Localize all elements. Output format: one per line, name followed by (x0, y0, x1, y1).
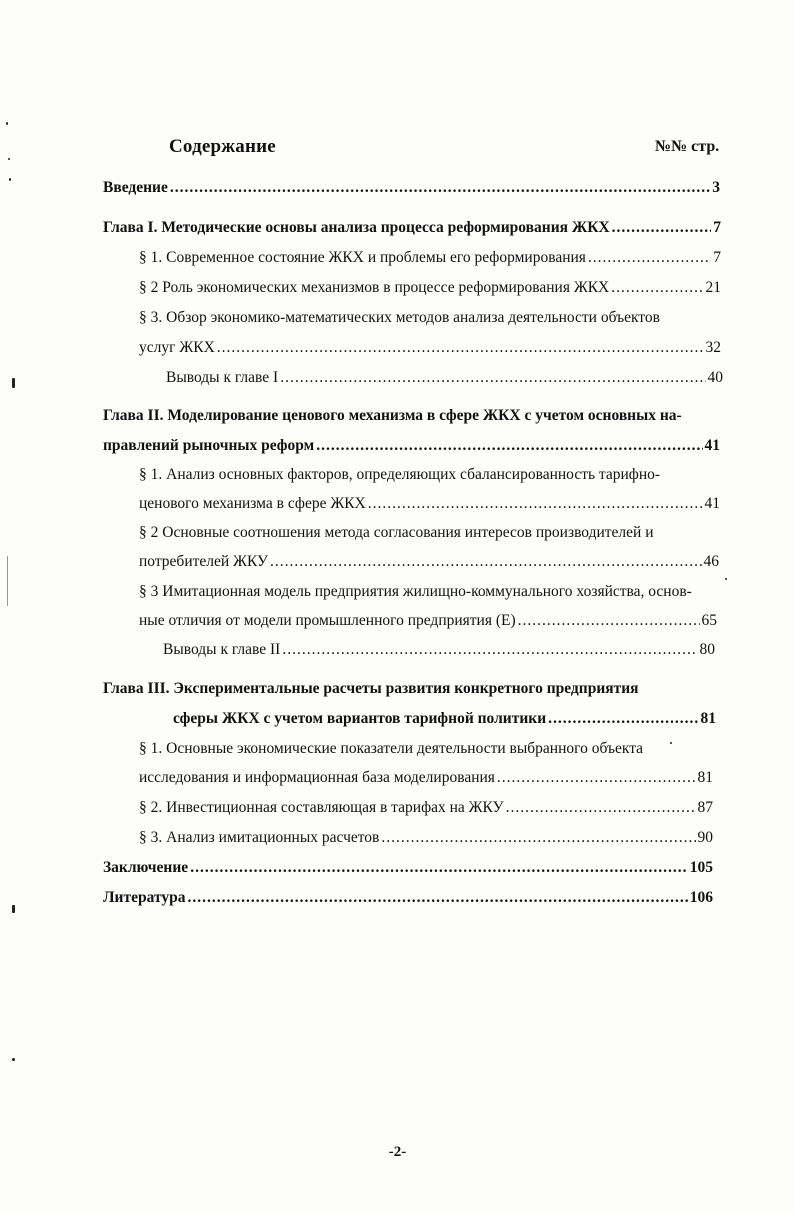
toc-title: Содержание (169, 136, 276, 157)
leader-dots (190, 858, 688, 878)
toc-entry-text: ные отличия от модели промышленного предприятия (Е) (139, 612, 516, 629)
toc-entry-ch1-section-3-line1: § 3. Обзор экономико-математических методов анализа деятельности объектов (139, 309, 660, 326)
toc-entry-text: § 2 Роль экономических механизмов в процессе реформирования ЖКХ (139, 279, 610, 296)
scan-speck (12, 378, 15, 388)
leader-dots (368, 494, 703, 514)
leader-dots (518, 611, 700, 631)
toc-entry-page: 81 (697, 769, 713, 786)
scan-speck (12, 1058, 15, 1061)
leader-dots (612, 218, 712, 238)
toc-entry-chapter-3-line1: Глава III. Экспериментальные расчеты развития конкретного предприятия (103, 680, 639, 697)
toc-entry-ch1-section-3 (139, 338, 721, 358)
toc-entry-page: 3 (712, 179, 720, 196)
leader-dots (506, 798, 696, 818)
toc-entry-page: 21 (705, 279, 721, 296)
toc-entry-page: 46 (703, 553, 719, 570)
toc-entry-page: 40 (707, 369, 723, 386)
toc-entry-page: 65 (701, 612, 717, 629)
toc-entry-conclusion (103, 858, 713, 878)
scan-speck (670, 742, 672, 744)
leader-dots (280, 368, 705, 388)
toc-entry-page: 7 (713, 249, 721, 266)
toc-entry-page: 41 (704, 437, 720, 454)
toc-entry-text: сферы ЖКХ с учетом вариантов тарифной политики (173, 710, 547, 727)
toc-entry-text: ценового механизма в сфере ЖКХ (139, 495, 366, 512)
toc-entry-page: 80 (699, 641, 715, 658)
leader-dots (316, 436, 702, 456)
toc-entry-text: услуг ЖКХ (139, 339, 215, 356)
toc-entry-chapter-1 (103, 218, 721, 238)
leader-dots (217, 338, 704, 358)
toc-entry-text: правлений рыночных реформ (103, 437, 315, 454)
toc-entry-text: исследования и информационная база моделирования (139, 769, 495, 786)
toc-entry-intro (103, 178, 720, 198)
toc-entry-ch2-section-2-line1: § 2 Основные соотношения метода согласования интересов производителей и (139, 524, 654, 541)
toc-entry-text: Выводы к главе II (163, 641, 281, 658)
toc-entry-text: § 1. Современное состояние ЖКХ и проблемы его реформирования (139, 249, 586, 266)
leader-dots (170, 178, 710, 198)
leader-dots (187, 888, 687, 908)
toc-entry-ch2-section-1-line1: § 1. Анализ основных факторов, определяющих сбалансированность тарифно- (139, 466, 661, 483)
toc-entry-text: потребителей ЖКУ (139, 553, 268, 570)
toc-entry-text: Заключение (103, 859, 189, 876)
leader-dots (611, 278, 703, 298)
pages-column-header: №№ стр. (655, 138, 720, 155)
toc-entry-chapter-2 (103, 436, 720, 456)
toc-entry-page: 41 (704, 495, 720, 512)
toc-entry-text: Литература (103, 889, 186, 906)
toc-entry-ch2-section-3-line1: § 3 Имитационная модель предприятия жилищно-коммунального хозяйства, основ- (139, 583, 692, 600)
toc-entry-ch3-section-3 (139, 828, 713, 848)
leader-dots (588, 248, 711, 268)
toc-entry-ch1-conclusions (166, 368, 723, 388)
scan-speck (8, 158, 10, 160)
toc-entry-text: § 2. Инвестиционная составляющая в тарифах на ЖКУ (139, 799, 504, 816)
toc-entry-chapter-3 (173, 709, 716, 729)
toc-entry-page: 106 (689, 889, 713, 906)
toc-entry-ch1-section-1 (139, 248, 721, 268)
toc-entry-chapter-2-line1: Глава II. Моделирование ценового механизма в сфере ЖКХ с учетом основных на- (103, 407, 682, 424)
scan-speck (12, 905, 15, 913)
toc-entry-ch3-section-2 (139, 798, 713, 818)
toc-entry-ch2-conclusions (163, 640, 715, 660)
toc-entry-ch3-section-1-line1: § 1. Основные экономические показатели деятельности выбранного объекта (139, 740, 644, 757)
toc-entry-text: Введение (103, 179, 168, 196)
leader-dots (497, 768, 696, 788)
toc-entry-text: § 3. Анализ имитационных расчетов (139, 829, 380, 846)
page-number: -2- (388, 1144, 407, 1160)
leader-dots (270, 552, 702, 572)
toc-entry-text: Выводы к главе I (166, 369, 279, 386)
scan-speck (725, 578, 727, 580)
toc-entry-ch3-section-1 (139, 768, 713, 788)
toc-entry-literature (103, 888, 713, 908)
toc-entry-page: 87 (697, 799, 713, 816)
leader-dots (282, 640, 697, 660)
toc-entry-page: 90 (697, 829, 713, 846)
leader-dots (548, 709, 698, 729)
toc-entry-ch1-section-2 (139, 278, 721, 298)
toc-entry-ch2-section-2 (139, 552, 719, 572)
toc-entry-ch2-section-1 (139, 494, 720, 514)
scan-speck (7, 556, 8, 606)
scan-speck (9, 178, 11, 181)
leader-dots (381, 828, 695, 848)
toc-entry-text: Глава I. Методические основы анализа процесса реформирования ЖКХ (103, 219, 610, 236)
toc-entry-page: 105 (689, 859, 713, 876)
toc-entry-ch2-section-3 (139, 611, 717, 631)
scan-speck (6, 122, 8, 125)
toc-entry-page: 32 (705, 339, 721, 356)
toc-entry-page: 81 (700, 710, 716, 727)
toc-entry-page: 7 (713, 219, 721, 236)
